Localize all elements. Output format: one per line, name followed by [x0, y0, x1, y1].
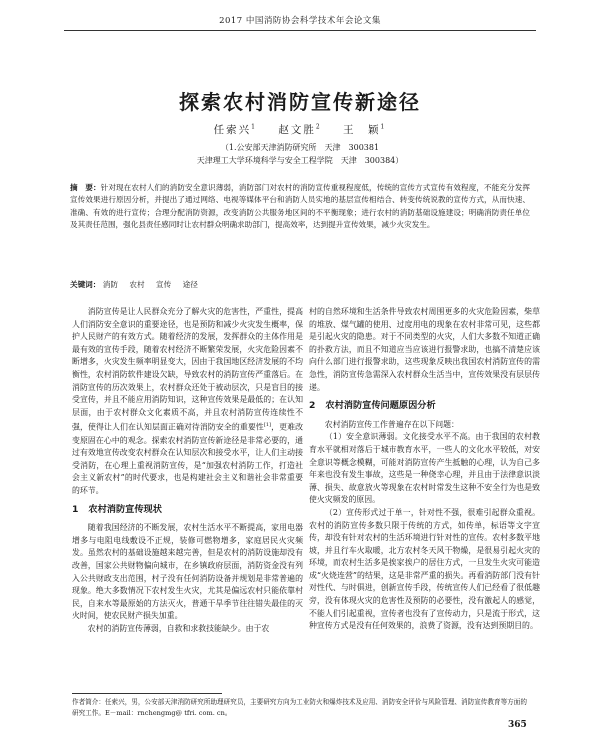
body-paragraph: 村的自然环境和生活条件导致农村周围更多的火灾危险因素，柴草的堆放、煤气罐的使用、过度用电的现象在农村非常可见，这些都是引起火灾的隐患。对于不同类型的火灾，人们大多数不知道正确的扑救方法，而且不知道应当应该进行报警求助，也搞不清楚应该向什么部门进行报警求助，这些现象反映出我国农村消防宣传的需急性，消防宣传急需深入农村群众生活当中，宣传效果没有层层传递。	[309, 307, 540, 392]
keyword: 途径	[182, 280, 198, 289]
paper-title: 探索农村消防宣传新途径	[179, 90, 421, 114]
right-column	[309, 306, 540, 633]
author-affil-mark: 1	[251, 123, 257, 131]
section-title: 农村消防宣传问题原因分析	[325, 400, 436, 412]
body-paragraph: 农村的消防宣传薄弱，自救和求救技能缺少。由于农	[87, 623, 270, 633]
list-item: （1）安全意识薄弱。文化接受水平不高。由于我国的农村教育水平就相对落后于城市教育水平，一些人的文化水平较低，对安全意识等概念模糊，可能对消防宣传产生抵触的心理，认为自己多年来也没有发生事故，这些是一种侥幸心理，并且由于法律意识淡薄、损失、故意放火等现象在农村时常发生这种不安全行为也是致使火灾频发的原因。	[309, 432, 540, 505]
abstract	[70, 182, 530, 232]
author-affil-mark: 1	[380, 123, 387, 131]
affiliation-line: 天津理工大学环境科学与安全工程学院 天津 300384）	[196, 156, 404, 165]
affiliation-line: （1.公安部天津消防研究所 天津 300381	[220, 143, 380, 152]
keywords	[70, 279, 530, 290]
body-paragraph: 随着我国经济的不断发展，农村生活水平不断提高，家用电器增多与电阻电线敷设不正规，装修可燃物增多，家庭居民火灾频发。虽然农村的基础设施越来越完善，但是农村的消防设施却没有改善，国家公共财物偏向城市，在乡镇政府层面，消防资金没有列入公共财政支出范围，村子没有任何消防设备并规划是非常普遍的现象。绝大多数情况下农村发生火灾，尤其是偏远农村只能依靠村民，自来水等最原始的方法灭火，普通干旱季节往往错失最佳的灭火时间，使农民财产损失加重。	[72, 523, 303, 621]
page-number: 365	[508, 720, 527, 730]
footnote-divider	[72, 693, 222, 694]
keywords-label: 关键词：	[70, 280, 101, 289]
list-item: （2）宣传形式过于单一，针对性不强，很难引起群众重视。农村的消防宣传多数只限于传统的方式，如传单，标语等文字宣传，却没有针对农村的生活环境进行针对性的宣传。农村多数平地坡，并且行车火取暖，北方农村冬天风干物燥，是很易引起火灾的环境，而农村生活多是挨家挨户的居住方式，一旦发生火灾可能造成“火烧连营”的结果，这是非常严重的损失。再看消防部门没有针对性代、与时俱进，创新宣传手段，传统宣传人们已经看了很低趣旁，没有体现火灾的危害性及预防的必要性，没有激起人的感觉，不能人们引起重视，宣传者也没有了宣传动力，只是流于形式，这种宣传方式是没有任何效果的，浪费了资源，没有达到预期目的。	[309, 507, 540, 631]
author-name: 王 颖	[343, 124, 381, 136]
section-heading	[309, 400, 540, 413]
abstract-text: 针对现在农村人们的消防安全意识薄弱，消防部门对农村的消防宣传重视程度低，传统的宣传方式宣传有效程度，不能充分发挥宣传效果进行原因分析，并提出了通过网络、电视等媒体平台和消防人员实地的基层宣传相结合、转变传统说教的宣传方式，从而快速、准确、有效的进行宣传；合理分配消防资源，改变消防公共服务地区间的不平衡现象；进行农村的消防基础设施建设；明确消防责任单位及其责任范围，强化县责任感同时让农村群众明确求助部门，提高效率，达到提升宣传效果，减少火灾发生。	[70, 183, 530, 230]
keyword: 农村	[129, 280, 145, 289]
section-number: 1	[72, 503, 79, 515]
author-name: 赵文胜	[278, 124, 316, 136]
section-number: 2	[309, 400, 316, 412]
intro-paragraph: 消防宣传是让人民群众充分了解火灾的危害性，严重性，提高人们消防安全意识的重要途径，也是预防和减少火灾发生概率，保护人民财产的有效方式。随着经济的发展，发挥群众的主体作用是最有效的宣传手段，随着农村经济不断繁荣发展，火灾危险因素不断增多，火灾发生频率明显变大，因由于我国地区经济发展的不均衡性，农村消防软件建设欠缺，导致农村的消防宣传严重落后。在消防宣传的历次效果上，农村群众还处于被动层次，只是盲目的接受宣传，并且不能应用消防知识，这种宣传效果是最低的；在认知层面，由于农村群众文化素质不高，并且农村消防宣传连续性不强，使得让人们在认知层面正确对待消防安全的重要性[1]，更难改变原固在心中的观念。探索农村消防宣传新途径是非常必要的，通过有效地宣传改变农村群众在认知层次和接受水平，让人们主动接受消防，在心理上重视消防宣传，是“加强农村消防工作，打造社会主义新农村”的时代要求，也是构建社会主义和谐社会非常重要的环节。	[72, 307, 303, 495]
header-divider	[64, 30, 536, 31]
keyword: 消防	[102, 280, 118, 289]
running-head: 2017 中国消防协会科学技术年会论文集	[219, 16, 381, 26]
citation-mark: [1]	[263, 422, 271, 429]
author-affil-mark: 2	[315, 123, 322, 131]
author-list	[0, 122, 600, 137]
author-footnote: 作者简介：任索兴，男，公安部天津消防研究所助理研究员，主要研究方向为工业防火和爆炸技术及应用、消防安全评价与风险管理、消防宣传教育等方面的研究工作。E－mail：rnchengmg@ tfri. com. cn。	[72, 698, 527, 717]
keyword: 宣传	[156, 280, 172, 289]
section-heading	[72, 504, 303, 517]
body-paragraph: 农村消防宣传工作普遍存在以下问题：	[324, 419, 459, 429]
section-title: 农村消防宣传现状	[88, 503, 162, 515]
author-name: 任索兴	[213, 124, 252, 136]
abstract-label: 摘 要：	[70, 183, 101, 192]
left-column	[72, 306, 303, 635]
